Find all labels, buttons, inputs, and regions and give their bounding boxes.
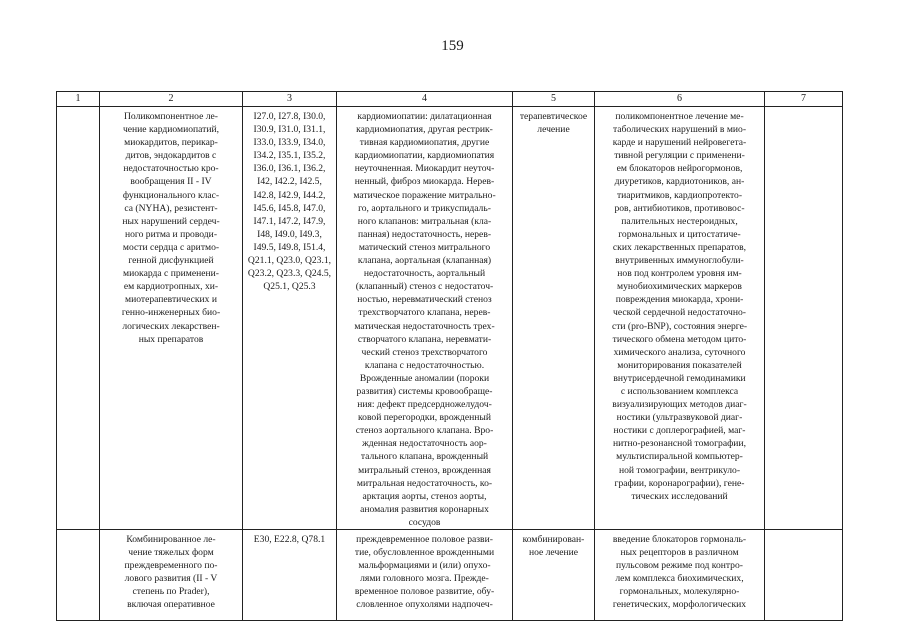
treatment-name-cell [100,107,243,530]
text-line: чение кардиомиопатий, [122,124,220,136]
text-line: тиаритмиков, кардиопротекто- [616,189,743,201]
row-number-cell [57,107,100,530]
text-line: временное половое развитие, обу- [354,586,495,598]
text-line: гормональных, молекулярно- [619,586,740,598]
text-line: кардиомиопатии: дилатационная [357,111,492,122]
text-line: ния: дефект предсердножелудоч- [357,399,492,411]
disease-model-cell [337,107,513,530]
text-line: ного клапанов: митральная (кла- [357,215,492,227]
text-line: с использованием комплекса [620,385,739,397]
text-line: Комбинированное ле- [126,534,216,545]
text-line: внутривенных иммуноглобули- [615,255,744,267]
column-header: 4 [337,92,513,107]
text-line: I47.1, I47.2, I47.9, [253,215,326,227]
text-line: кардиомиопатии, кардиомиопатия [354,150,495,162]
text-line: Q25.1, Q25.3 [263,281,316,293]
text-line: внутрисердечной гемодинамики [613,372,746,384]
text-line: I48, I49.0, I49.3, [257,228,322,240]
text-line: лями головного мозга. Прежде- [360,573,489,585]
text-line: сти (pro-BNP), состояния энерге- [611,320,748,332]
text-line: мониторирования показателей [617,359,742,371]
text-line: арктация аорты, стеноз аорты, [362,490,487,502]
text-line: повреждения миокарда, хрони- [615,294,744,306]
row-number-cell [57,530,100,621]
text-line: недостаточность, аортальный [363,268,486,280]
text-line: ностики (ультразвуковой диаг- [616,412,743,424]
text-line: логических лекарствен- [122,320,220,332]
text-line: ностики с доплерографией, маг- [613,425,746,437]
text-line: са (NYHA), резистент- [124,202,218,214]
text-line: тивной регуляции с применени- [614,150,745,162]
text-line: Врожденные аномалии (пороки [359,372,490,384]
cost-cell [765,107,843,530]
text-line: функционального клас- [122,189,220,201]
text-line: I36.0, I36.1, I36.2, [253,163,326,175]
text-line: нов под контролем уровня им- [617,268,742,280]
text-line: палительных нестероидных, [621,215,738,227]
text-line: визуализирующих методов диаг- [612,399,747,411]
text-line: I42, I42.2, I42.5, [257,176,322,188]
text-line: лечение [537,124,570,136]
text-line: митральный стеноз, врожденная [358,464,491,476]
text-line: ковой перегородки, врожденный [358,412,491,424]
text-line: тивная кардиомиопатия, другие [359,137,490,149]
text-line: матический стеноз митрального [358,241,491,253]
text-line: тального клапана, врожденный [360,451,489,463]
text-line: поликомпонентное лечение ме- [615,111,744,122]
text-line: го, аортального и трикуспидаль- [358,202,491,214]
text-line: митральная недостаточность, ко- [356,477,493,489]
text-line: ров, антибиотиков, противовос- [614,202,745,214]
text-line: диуретиков, кардиотоников, ан- [614,176,745,188]
text-line: нитно-резонансной томографии, [613,438,746,450]
text-line: ное лечение [528,547,579,559]
text-line: матическое поражение митрально- [353,189,496,201]
text-line: терапевтическое [519,111,588,122]
text-line: миотерапевтических и [125,294,217,306]
text-line: генной дисфункцией [128,255,214,267]
text-line: мости сердца с аритмо- [122,241,220,253]
text-line: ческой сердечной недостаточно- [613,307,746,319]
text-line: ных нарушений сердеч- [122,215,220,227]
text-line: E30, E22.8, Q78.1 [253,534,326,545]
icd-codes-cell [243,530,337,621]
text-line: I42.8, I42.9, I44.2, [253,189,326,201]
text-line: ем кардиотропных, хи- [123,281,219,293]
text-line: ческий стеноз трехстворчатого [361,346,488,358]
text-line: Q23.2, Q23.3, Q24.5, [247,268,332,280]
treatment-method-cell [595,530,765,621]
text-line: вообращения II - IV [130,176,212,188]
text-line: миокарда с применени- [123,268,219,280]
treatment-method-cell [595,107,765,530]
text-line: Поликомпонентное ле- [124,111,218,122]
text-line: створчатого клапана, неревмати- [357,333,492,345]
text-line: Q21.1, Q23.0, Q23.1, [247,255,332,267]
text-line: введение блокаторов гормональ- [612,534,747,545]
text-line: ем блокаторов нейрогормонов, [616,163,743,175]
text-line: комбинирован- [522,534,585,545]
text-line: преждевременного по- [124,560,218,572]
column-header: 5 [513,92,595,107]
text-line: недостаточностью кро- [123,163,219,175]
text-line: матическая недостаточность трех- [354,320,495,332]
text-line: ских лекарственных препаратов, [612,241,747,253]
cost-cell [765,530,843,621]
column-header: 3 [243,92,337,107]
text-line: графии, коронарографии), гене- [614,477,745,489]
text-line: пульсовом режиме под контро- [616,560,743,572]
text-line: дитов, эндокардитов с [125,150,217,162]
medical-procedures-table [56,91,843,621]
column-header: 7 [765,92,843,107]
text-line: ных рецепторов в различном [620,547,739,559]
treatment-type-cell [513,530,595,621]
text-line: чение тяжелых форм [128,547,214,559]
text-line: трехстворчатого клапана, нерев- [358,307,491,319]
text-line: I30.9, I31.0, I31.1, [253,124,326,136]
text-line: I49.5, I49.8, I51.4, [253,241,326,253]
text-line: стеноз аортального клапана. Вро- [355,425,494,437]
text-line: лового развития (II - V [124,573,218,585]
text-line: генетических, морфологических [612,599,747,611]
text-line: тие, обусловленное врожденными [354,547,495,559]
text-line: ных препаратов [138,333,204,345]
text-line: таболических нарушений в мио- [612,124,747,136]
text-line: развития) системы кровообраще- [356,385,493,397]
table-header-row [57,92,843,107]
text-line: панная) недостаточность, нерев- [357,228,492,240]
text-line: клапана с недостаточностью. [364,359,485,371]
text-line: I33.0, I33.9, I34.0, [253,137,326,149]
table-row [57,530,843,621]
text-line: включая оперативное [127,599,215,611]
page-number: 159 [441,38,464,54]
text-line: ной томографии, вентрикуло- [618,464,741,476]
text-line: тического обмена методом цито- [612,333,747,345]
text-line: I45.6, I45.8, I47.0, [253,202,326,214]
icd-codes-cell [243,107,337,530]
treatment-type-cell [513,107,595,530]
column-header: 1 [57,92,100,107]
text-line: мунобиохимических маркеров [617,281,742,293]
text-line: жденная недостаточность аор- [362,438,487,450]
column-header: 6 [595,92,765,107]
text-line: химического анализа, суточного [613,346,746,358]
text-line: сосудов [408,516,441,528]
treatment-name-cell [100,530,243,621]
text-line: I34.2, I35.1, I35.2, [253,150,326,162]
text-line: ностью, неревматический стеноз [357,294,492,306]
text-line: генно-инженерных био- [121,307,221,319]
text-line: кардиомиопатия, другая рестрик- [356,124,493,136]
text-line: тических исследований [631,490,728,502]
text-line: преждевременное половое разви- [356,534,493,545]
text-line: мультиспиральной компьютер- [616,451,743,463]
text-line: миокардитов, перикар- [124,137,218,149]
text-line: словленное опухолями надпочеч- [356,599,493,611]
text-line: неуточненная. Миокардит неуточ- [354,163,495,175]
text-line: ненный, фиброз миокарда. Нерев- [354,176,495,188]
text-line: лем комплекса биохимических, [615,573,744,585]
column-header: 2 [100,92,243,107]
text-line: мальформациями и (или) опухо- [358,560,491,572]
text-line: степень по Prader), [132,586,210,598]
text-line: ного ритма и проводи- [124,228,218,240]
disease-model-cell [337,530,513,621]
text-line: клапана, аортальная (клапанная) [357,255,492,267]
text-line: (клапанный) стеноз с недостаточ- [355,281,494,293]
text-line: I27.0, I27.8, I30.0, [253,111,326,122]
text-line: аномалия развития коронарных [360,503,489,515]
text-line: гормональных и цитостатиче- [618,228,741,240]
table-row [57,107,843,530]
text-line: карде и нарушений нейровегета- [612,137,747,149]
